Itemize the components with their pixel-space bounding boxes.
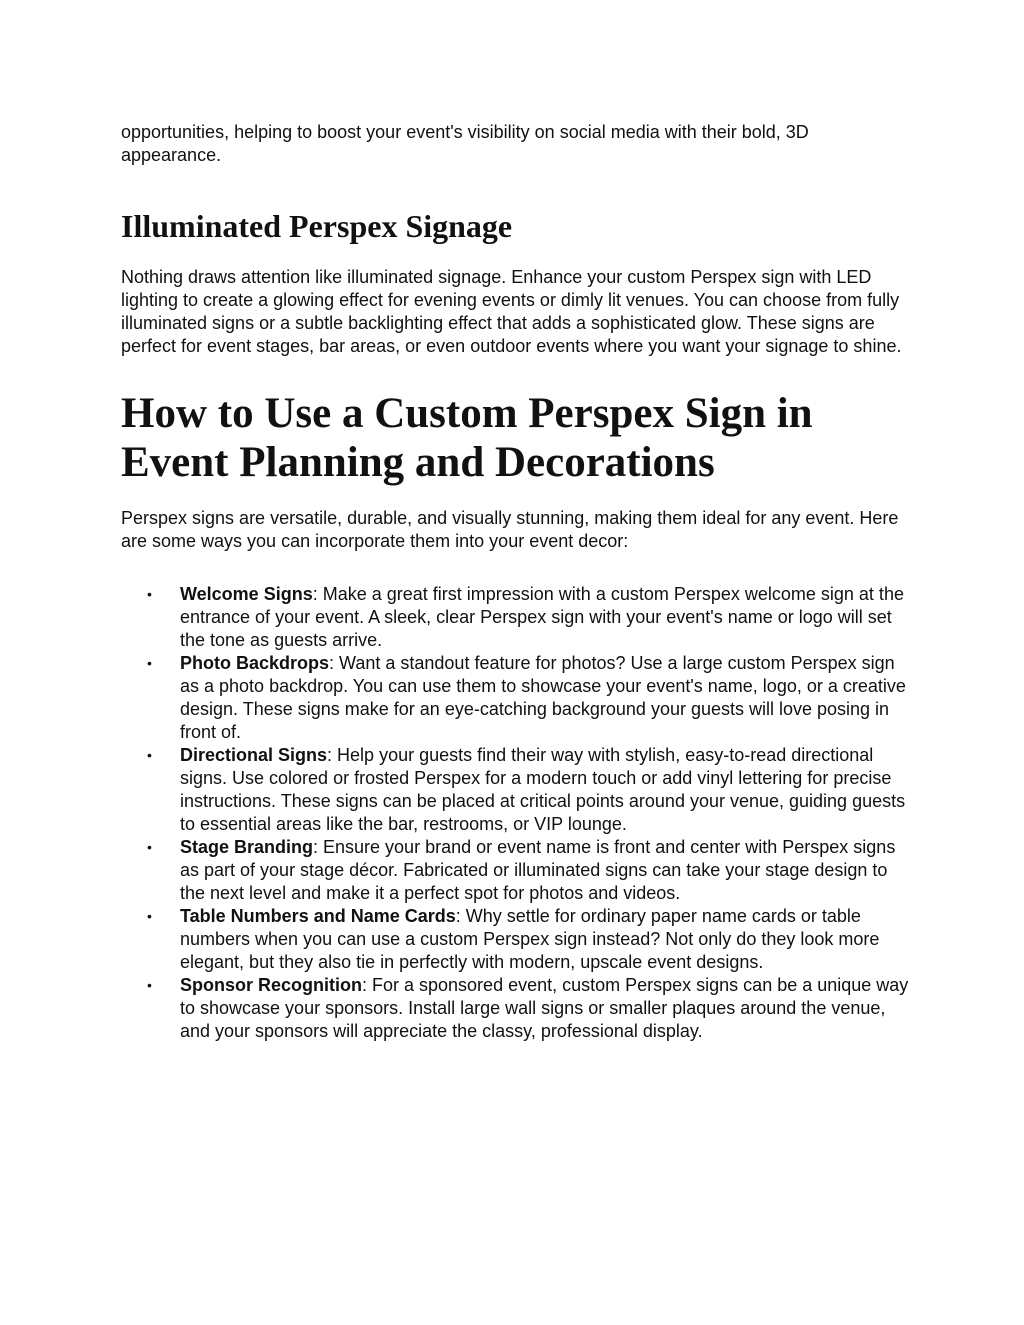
illuminated-signage-paragraph: Nothing draws attention like illuminated signage. Enhance your custom Perspex sign with LED lighting to create a glowing effect for evening events or dimly lit venues. You can choose from fully illuminated signs or a subtle backlighting effect that adds a sophisticated glow. These signs are perfect for event stages, bar areas, or even outdoor events where you want your signage to shine.: [121, 267, 902, 356]
list-item-title: Stage Branding: [180, 837, 314, 857]
bullet-icon: •: [147, 747, 152, 763]
list-item-directional-signs: [121, 744, 911, 836]
list-item-stage-branding: [121, 836, 911, 905]
list-item-title: Directional Signs: [180, 745, 328, 765]
illuminated-signage-heading: Illuminated Perspex Signage: [121, 208, 513, 244]
bullet-icon: •: [147, 586, 152, 602]
list-item-title: Table Numbers and Name Cards: [180, 906, 456, 926]
how-to-use-heading: How to Use a Custom Perspex Sign in Event Planning and Decorations: [121, 390, 813, 486]
list-item-title: Photo Backdrops: [180, 653, 330, 673]
document-page: [121, 121, 911, 1043]
list-item-text: : Why settle for ordinary paper name cards or table numbers when you can use a custom Perspex sign instead? Not only do they look more elegant, but they also tie in perfectly with modern, upscale event designs.: [180, 906, 880, 972]
ideas-list: [121, 583, 911, 1043]
bullet-icon: •: [147, 839, 152, 855]
list-item-text: : For a sponsored event, custom Perspex signs can be a unique way to showcase your sponsors. Install large wall signs or smaller plaques around the venue, and your sponsors will appreciate the classy, professional display.: [180, 975, 909, 1041]
intro-paragraph: opportunities, helping to boost your event's visibility on social media with their bold, 3D appearance.: [121, 122, 809, 165]
list-item-text: : Make a great first impression with a custom Perspex welcome sign at the entrance of your event. A sleek, clear Perspex sign with your event's name or logo will set the tone as guests arrive.: [180, 584, 904, 650]
list-item-title: Sponsor Recognition: [180, 975, 362, 995]
list-item-sponsor-recognition: [121, 974, 911, 1043]
bullet-icon: •: [147, 655, 152, 671]
list-item-photo-backdrops: [121, 652, 911, 744]
list-item-welcome-signs: [121, 583, 911, 652]
bullet-icon: •: [147, 908, 152, 924]
list-item-text: : Help your guests find their way with stylish, easy-to-read directional signs. Use colored or frosted Perspex for a modern touch or add vinyl lettering for precise instructions. These signs can be placed at critical points around your venue, guiding guests to essential areas like the bar, restrooms, or VIP lounge.: [180, 745, 906, 834]
how-to-use-intro-paragraph: Perspex signs are versatile, durable, and visually stunning, making them ideal for any event. Here are some ways you can incorporate them into your event decor:: [121, 508, 899, 551]
list-item-table-numbers: [121, 905, 911, 974]
bullet-icon: •: [147, 977, 152, 993]
list-item-text: : Ensure your brand or event name is front and center with Perspex signs as part of your stage décor. Fabricated or illuminated signs can take your stage design to the next level and make it a perfect spot for photos and videos.: [180, 837, 896, 903]
list-item-title: Welcome Signs: [180, 584, 313, 604]
list-item-text: : Want a standout feature for photos? Use a large custom Perspex sign as a photo backdrop. You can use them to showcase your event's name, logo, or a creative design. These signs make for an eye-catching background your guests will love posing in front of.: [180, 653, 906, 742]
